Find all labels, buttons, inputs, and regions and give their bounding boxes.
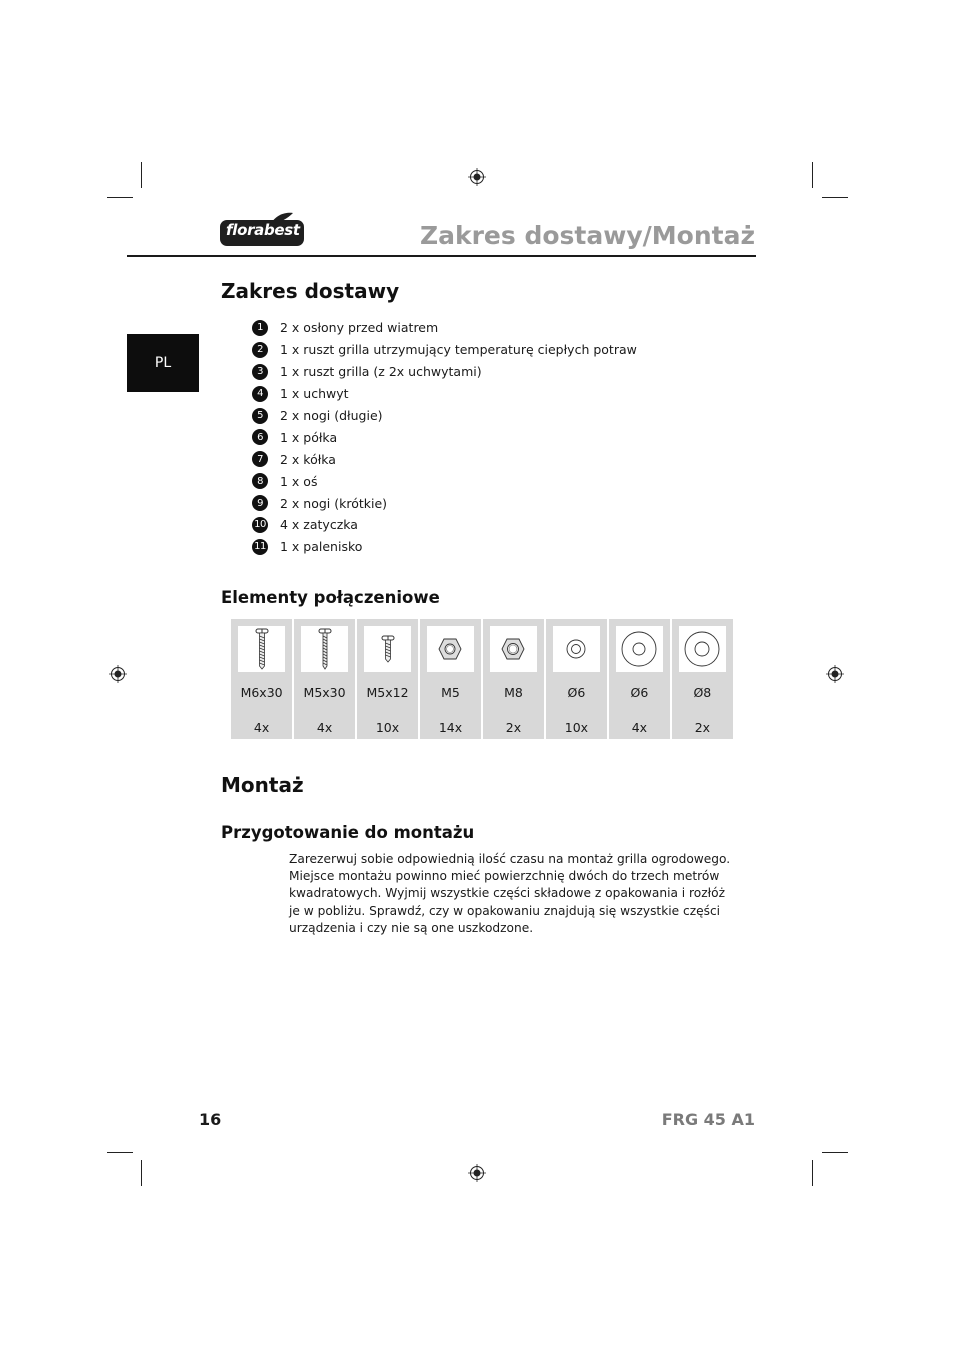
large-washer-icon	[683, 630, 721, 668]
short-screw-icon	[381, 635, 395, 663]
crop-mark	[107, 1152, 133, 1153]
item-text: 1 x oś	[280, 473, 318, 489]
list-item	[252, 339, 637, 361]
item-number-badge: 1	[252, 320, 268, 336]
item-text: 2 x nogi (krótkie)	[280, 495, 388, 511]
hardware-quantity: 14x	[438, 720, 463, 735]
hardware-quantity: 10x	[564, 720, 589, 735]
hardware-column	[483, 619, 544, 739]
list-item	[252, 536, 637, 558]
hardware-column	[609, 619, 670, 739]
hardware-quantity: 4x	[316, 720, 333, 735]
hardware-size: M5	[441, 685, 460, 700]
item-text: 1 x półka	[280, 429, 338, 445]
item-text: 1 x ruszt grilla utrzymujący temperaturę ciepłych potraw	[280, 342, 637, 358]
small-washer-icon	[565, 638, 587, 660]
crop-mark	[141, 1160, 142, 1186]
hex-nut-icon	[501, 638, 525, 660]
hardware-size: M5x12	[366, 685, 409, 700]
page-title: Zakres dostawy/Montaż	[419, 221, 755, 250]
hardware-size: Ø8	[693, 685, 712, 700]
page-number: 16	[199, 1110, 222, 1129]
hardware-column	[672, 619, 733, 739]
section-subtitle-preparation: Przygotowanie do montażu	[221, 823, 475, 842]
item-text: 4 x zatyczka	[280, 517, 358, 533]
item-number-badge: 4	[252, 386, 268, 402]
hardware-column	[231, 619, 292, 739]
crop-mark	[812, 1160, 813, 1186]
list-item	[252, 514, 637, 536]
hardware-table	[231, 619, 733, 739]
item-number-badge: 8	[252, 473, 268, 489]
list-item	[252, 426, 637, 448]
item-number-badge: 7	[252, 451, 268, 467]
item-number-badge: 3	[252, 364, 268, 380]
section-title-assembly: Montaż	[221, 773, 304, 797]
hardware-quantity: 2x	[694, 720, 711, 735]
crop-mark	[822, 197, 848, 198]
item-text: 2 x osłony przed wiatrem	[280, 320, 439, 336]
hardware-image	[490, 626, 537, 672]
crop-mark	[822, 1152, 848, 1153]
hardware-column	[357, 619, 418, 739]
florabest-logo	[220, 212, 304, 246]
language-tab: PL	[127, 334, 199, 392]
list-item	[252, 492, 637, 514]
registration-mark-icon	[109, 665, 127, 683]
large-washer-icon	[620, 630, 658, 668]
item-number-badge: 5	[252, 408, 268, 424]
assembly-paragraph: Zarezerwuj sobie odpowiednią ilość czasu na montaż grilla ogrodowego. Miejsce montażu powinno mieć powierzchnię dwóch do trzech metrów kwadratowych. Wyjmij wszystkie części składowe z opakowania i rozłóż je w pobliżu. Sprawdź, czy w opakowaniu znajdują się wszystkie części urządzenia i czy nie są one uszkodzone.	[289, 852, 731, 935]
hardware-column	[420, 619, 481, 739]
item-number-badge: 10	[252, 517, 268, 533]
item-number-badge: 9	[252, 495, 268, 511]
section-title-hardware: Elementy połączeniowe	[221, 588, 440, 607]
hardware-image	[679, 626, 726, 672]
crop-mark	[812, 162, 813, 188]
hardware-quantity: 10x	[375, 720, 400, 735]
registration-mark-icon	[468, 168, 486, 186]
hardware-size: M5x30	[303, 685, 346, 700]
long-screw-icon	[255, 628, 269, 670]
list-item	[252, 317, 637, 339]
item-number-badge: 11	[252, 539, 268, 555]
hardware-quantity: 4x	[253, 720, 270, 735]
hardware-quantity: 4x	[631, 720, 648, 735]
hardware-image	[616, 626, 663, 672]
hardware-image	[553, 626, 600, 672]
hardware-image	[238, 626, 285, 672]
hardware-image	[364, 626, 411, 672]
long-screw-icon	[318, 628, 332, 670]
list-item	[252, 448, 637, 470]
item-number-badge: 6	[252, 429, 268, 445]
item-number-badge: 2	[252, 342, 268, 358]
section-title-delivery: Zakres dostawy	[221, 279, 400, 303]
list-item	[252, 383, 637, 405]
item-text: 1 x uchwyt	[280, 386, 349, 402]
logo-text: florabest	[226, 221, 300, 239]
crop-mark	[141, 162, 142, 188]
hardware-size: Ø6	[630, 685, 649, 700]
hex-nut-icon	[438, 638, 462, 660]
list-item	[252, 470, 637, 492]
hardware-quantity: 2x	[505, 720, 522, 735]
hardware-size: M8	[504, 685, 523, 700]
crop-mark	[107, 197, 133, 198]
registration-mark-icon	[468, 1164, 486, 1182]
item-text: 1 x ruszt grilla (z 2x uchwytami)	[280, 364, 482, 380]
hardware-size: M6x30	[240, 685, 283, 700]
item-text: 2 x kółka	[280, 451, 336, 467]
item-text: 1 x palenisko	[280, 539, 363, 555]
registration-mark-icon	[826, 665, 844, 683]
hardware-column	[294, 619, 355, 739]
item-text: 2 x nogi (długie)	[280, 408, 383, 423]
hardware-image	[427, 626, 474, 672]
hardware-size: Ø6	[567, 685, 586, 700]
header-divider	[127, 255, 756, 257]
model-number: FRG 45 A1	[661, 1110, 755, 1129]
hardware-column	[546, 619, 607, 739]
parts-list	[252, 317, 637, 558]
hardware-image	[301, 626, 348, 672]
list-item	[252, 361, 637, 383]
list-item	[252, 405, 637, 427]
